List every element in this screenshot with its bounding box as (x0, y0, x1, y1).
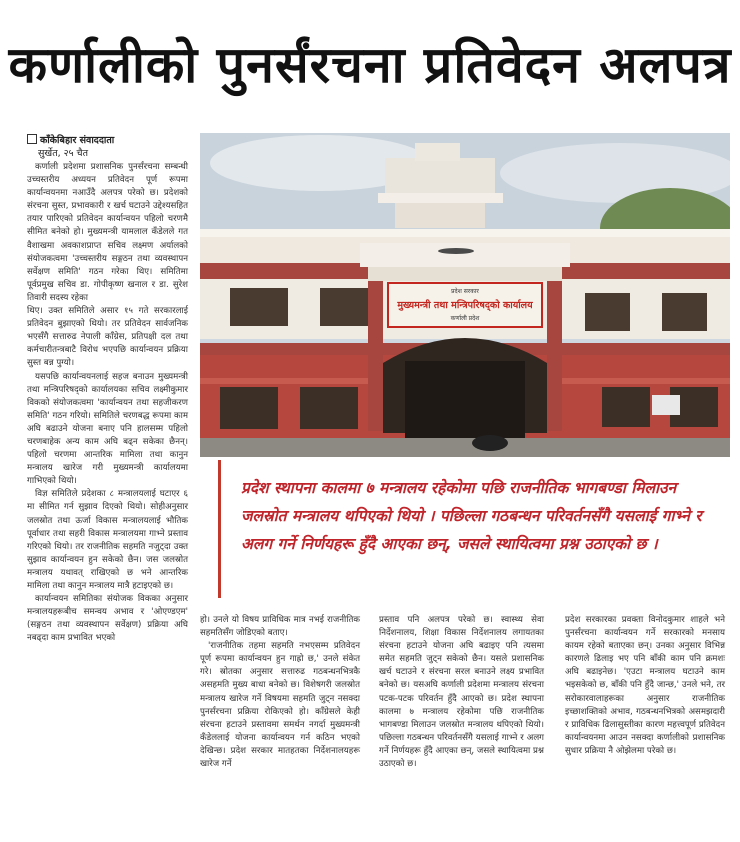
article-column-1 (27, 161, 188, 842)
byline (27, 134, 187, 160)
byline-author: काँकेबिहार संवाददाता (40, 135, 115, 146)
headline: कर्णालीको पुनर्संरचना प्रतिवेदन अलपत्र (8, 36, 732, 94)
paragraph: 'राजनीतिक तहमा सहमति नभएसम्म प्रतिवेदन पूर्ण रूपमा कार्यान्वयन हुन गाह्रो छ,' उनले संकेत गरे। स्रोतका अनुसार सत्तारुढ गठबन्धनभित्रकै असहमति मुख्य बाधा बनेको छ। विशेषगरी जलस्रोत मन्त्रालय खारेज गर्ने विषयमा सहमति जुट्न नसक्दा पुनर्संरचना प्रक्रिया रोकिएको हो। काँग्रेसले केही संरचना हटाउने प्रस्तावमा समर्थन नगर्दा मुख्यमन्त्री कँडेललाई योजना कार्यान्वयन गर्न कठिन भएको देखिन्छ। प्रदेश सरकार मातहतका निर्देशनालयहरू खारेज गर्ने (200, 641, 360, 770)
paragraph: प्रस्ताव पनि अलपत्र परेको छ। स्वास्थ्य सेवा निर्देशनालय, शिक्षा विकास निर्देशनालय लगायतका संरचना हटाउने योजना अघि बढाइए पनि त्यसमा समेत सहमति जुट्न सकेको छैन। यसले प्रशासनिक खर्च घटाउने र संरचना सरल बनाउने लक्ष्य प्रभावित बनेको छ। यसअघि कर्णाली प्रदेशमा मन्त्रालय संरचना पटक-पटक परिवर्तन हुँदै आएको छ। प्रदेश स्थापना कालमा ७ मन्त्रालय रहेकोमा पछि राजनीतिक भागबण्डा मिलाउन जलस्रोत मन्त्रालय थपिएको थियो। पछिल्ला गठबन्धन परिवर्तनसँगै यसलाई गाभ्ने र अलग गर्ने निर्णयहरू हुँदै आएका छन्, जसले स्थायित्वमा प्रश्न उठाएको छ। (379, 615, 544, 770)
byline-dateline: सुर्खेत, २५ चैत (38, 148, 88, 159)
article-column-4 (565, 614, 725, 758)
paragraph: विज्ञ समितिले प्रदेशका ८ मन्त्रालयलाई घटाएर ६ मा सीमित गर्न सुझाव दिएको थियो। सोहीअनुसार जलस्रोत तथा ऊर्जा विकास मन्त्रालयलाई भौतिक पूर्वाधार तथा सहरी विकास मन्त्रालयमा गाभ्ने प्रस्ताव गरिएको थियो। तर राजनीतिक सहमति नजुट्दा उक्त सुझाव कार्यान्वयन हुन सकेको छैन। जस जलस्रोत मन्त्रालय यथावत् राखिएको छ भने आन्तरिक मामिला तथा कानुन मन्त्रालय मात्रै हटाइएको छ। (27, 489, 188, 591)
article-column-3 (379, 614, 544, 771)
paragraph: कर्णाली प्रदेशमा प्रशासनिक पुनर्संरचना सम्बन्धी उच्चस्तरीय अध्ययन प्रतिवेदन पूर्ण रूपमा कार्यान्वयनमा नआउँदै अलपत्र परेको छ। प्रदेशको संरचना सुस्त, प्रभावकारी र खर्च घटाउने उद्देश्यसहित तयार पारिएको प्रतिवेदन कार्यान्वयन पहिलो चरणमै सीमित बनेको हो। मुख्यमन्त्री यामलाल कँडेलले गत वैशाखमा अवकाशप्राप्त सचिव लक्ष्मण अर्यालको संयोजकत्वमा 'उच्चस्तरीय सङ्गठन तथा व्यवस्थापन सर्वेक्षण समिति' गठन गरेका थिए। समितिमा पूर्वप्रमुख सचिव डा. गोपीकृष्ण खनाल र डा. सुरेश तिवारी सदस्य रहेका (27, 162, 188, 303)
signboard-small-text: प्रदेश सरकार (451, 288, 479, 295)
paragraph: थिए। उक्त समितिले असार १५ गते सरकारलाई प्रतिवेदन बुझाएको थियो। तर प्रतिवेदन सार्वजनिक भएसँगै सत्तारुढ नेपाली काँग्रेस, प्रतिपक्षी दल तथा कर्मचारीतन्त्रबाटै विरोध भएपछि कार्यान्वयन प्रक्रिया सुस्त बन्न पुग्यो। (27, 306, 188, 369)
paragraph: कार्यान्वयन समितिका संयोजक विकका अनुसार मन्त्रालयहरूबीच समन्वय अभाव र 'ओएण्डएम' (सङ्गठन तथा व्यवस्थापन सर्वेक्षण) प्रक्रिया अघि नबढ्दा काम प्रभावित भएको (27, 594, 188, 644)
article-column-2 (200, 614, 360, 771)
paragraph: प्रदेश सरकारका प्रवक्ता विनोदकुमार शाहले भने पुनर्संरचना कार्यान्वयन गर्ने सरकारको मनसाय कायम रहेको बताएका छन्। उनका अनुसार विभिन्न कारणले ढिलाइ भए पनि बाँकी काम पनि क्रमशः अघि बढाइनेछ। 'एउटा मन्त्रालय घटाउने काम भइसकेको छ, बाँकी पनि हुँदै जान्छ,' उनले भने, तर सरोकारवालाहरूका अनुसार राजनीतिक इच्छाशक्तिको अभाव, गठबन्धनभित्रको असमझदारी र प्राविधिक ढिलासुस्तीका कारण महत्त्वपूर्ण प्रतिवेदन कार्यान्वयनमा आउन नसक्दा कर्णालीको प्रशासनिक सुधार प्रक्रिया नै ओझेलमा परेको छ। (565, 615, 725, 756)
building-illustration (200, 133, 730, 457)
reporter-icon (27, 134, 37, 144)
paragraph: हो। उनले यो विषय प्राविधिक मात्र नभई राजनीतिक सहमतिसँग जोडिएको बताए। (200, 615, 360, 639)
paragraph: यसपछि कार्यान्वयनलाई सहज बनाउन मुख्यमन्त्री तथा मन्त्रिपरिषद्को कार्यालयका सचिव लक्ष्मीकुमार विकको संयोजकत्वमा 'कार्यान्वयन तथा सहजीकरण समिति' गठन गरियो। समितिले चरणबद्ध रूपमा काम अघि बढाउने योजना बनाए पनि हालसम्म पहिलो चरणबाहेक अन्य काम अघि बढ्न सकेका छैनन्। पहिलो चरणमा आन्तरिक मामिला तथा कानुन मन्त्रालय खारेज गरी मुख्यमन्त्री कार्यालयमा गाभिएको थियो। (27, 371, 188, 487)
signboard-subtext: कर्णाली प्रदेश (450, 315, 480, 322)
office-building-photo (200, 133, 730, 457)
pull-quote: प्रदेश स्थापना कालमा ७ मन्त्रालय रहेकोमा पछि राजनीतिक भागबण्डा मिलाउन जलस्रोत मन्त्रालय थपिएको थियो । पछिल्ला गठबन्धन परिवर्तनसँगै यसलाई गाभ्ने र अलग गर्ने निर्णयहरू हुँदै आएका छन्, जसले स्थायित्वमा प्रश्न उठाएको छ । (218, 460, 730, 598)
signboard-title: मुख्यमन्त्री तथा मन्त्रिपरिषद्को कार्यालय (397, 300, 533, 311)
byline-author-line (27, 134, 187, 147)
